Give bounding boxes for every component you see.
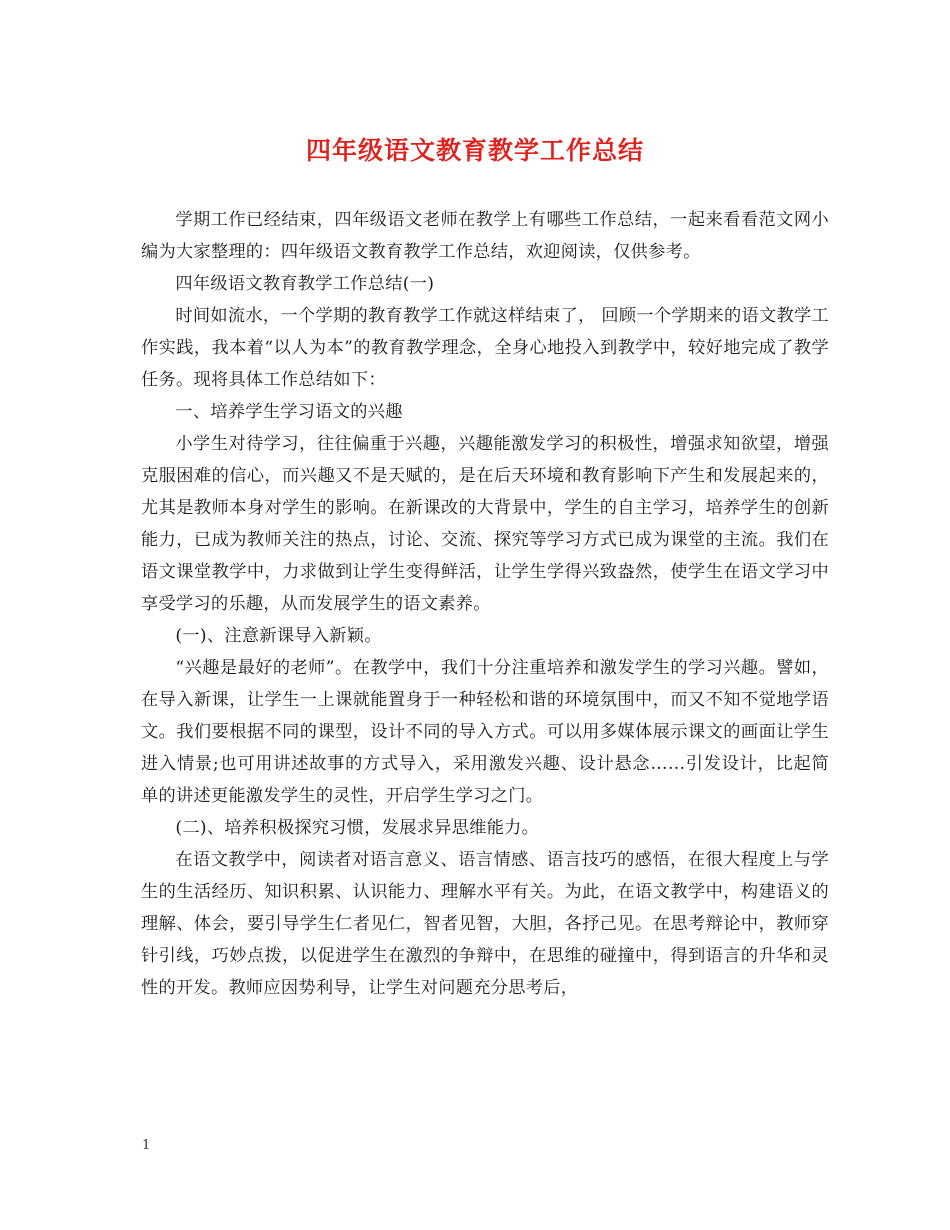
paragraph-thinking: 在语文教学中，阅读者对语言意义、语言情感、语言技巧的感悟，在很大程度上与学生的生活经历、知识积累、认识能力、理解水平有关。为此，在语文教学中，构建语义的理解、体会，要引导学生仁者见仁，智者见智，大胆，各抒己见。在思考辩论中，教师穿针引线，巧妙点拨，以促进学生在激烈的争辩中，在思维的碰撞中，得到语言的升华和灵性的开发。教师应因势利导，让学生对问题充分思考后， xyxy=(141,850,829,998)
paragraph-introduction-methods: “兴趣是最好的老师”。在教学中，我们十分注重培养和激发学生的学习兴趣。譬如，在导入新课，让学生一上课就能置身于一种轻松和谐的环境氛围中，而又不知不觉地学语文。我们要根据不同的课型，设计不同的导入方式。可以用多媒体展示课文的画面让学生进入情景;也可用讲述故事的方式导入，采用激发兴趣、设计悬念……引发设计，比起简单的讲述更能激发学生的灵性，开启学生学习之门。 xyxy=(141,658,829,806)
paragraph-subheading-2: (二)、培养积极探究习惯，发展求异思维能力。 xyxy=(175,818,540,838)
document-body xyxy=(141,204,829,1004)
page-number: 1 xyxy=(142,1138,151,1153)
paragraph-interest: 小学生对待学习，往往偏重于兴趣，兴趣能激发学习的积极性，增强求知欲望，增强克服困难的信心，而兴趣又不是天赋的，是在后天环境和教育影响下产生和发展起来的，尤其是教师本身对学生的影响。在新课改的大背景中，学生的自主学习，培养学生的创新能力，已成为教师关注的热点，讨论、交流、探究等学习方式已成为课堂的主流。我们在语文课堂教学中，力求做到让学生变得鲜活，让学生学得兴致盎然，使学生在语文学习中享受学习的乐趣，从而发展学生的语文素养。 xyxy=(141,434,829,614)
paragraph-subheading-1: (一)、注意新课导入新颖。 xyxy=(175,626,382,646)
paragraph-intro: 学期工作已经结束，四年级语文老师在教学上有哪些工作总结，一起来看看范文网小编为大家整理的：四年级语文教育教学工作总结，欢迎阅读，仅供参考。 xyxy=(141,210,829,262)
paragraph-heading-interest: 一、培养学生学习语文的兴趣 xyxy=(175,402,403,422)
paragraph-opening: 时间如流水，一个学期的教育教学工作就这样结束了， 回顾一个学期来的语文教学工作实践，我本着“以人为本”的教育教学理念，全身心地投入到教学中，较好地完成了教学任务。现将具体工作总结如下： xyxy=(141,306,829,390)
document-title: 四年级语文教育教学工作总结 xyxy=(305,136,644,165)
paragraph-section-heading: 四年级语文教育教学工作总结(一) xyxy=(175,274,435,294)
